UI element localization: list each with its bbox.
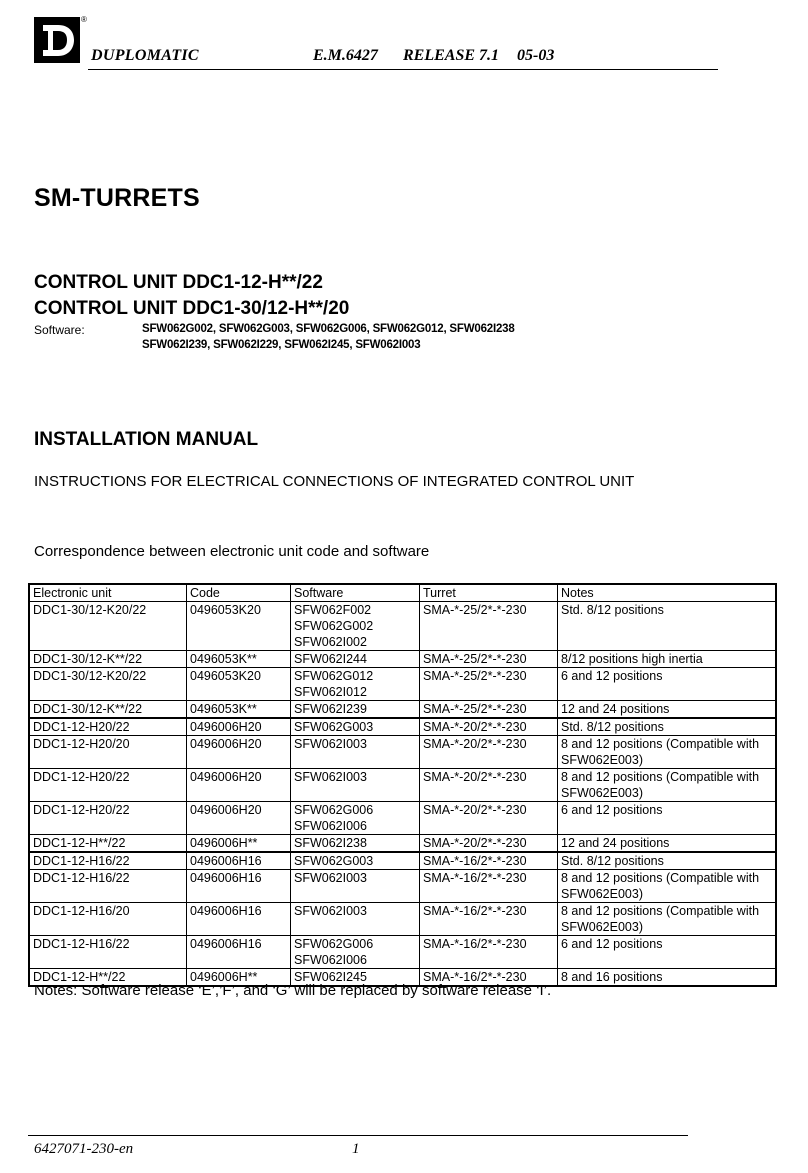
- cell-electronic-unit: DDC1-12-H**/22: [33, 836, 126, 850]
- cell-software: SFW062I245: [290, 969, 419, 985]
- cell-code: 0496006H**: [186, 835, 290, 851]
- cell-software: SFW062I003: [290, 903, 419, 935]
- cell-electronic-unit: DDC1-12-H20/22: [33, 770, 130, 784]
- table-row: [30, 717, 775, 735]
- control-unit-title-1: CONTROL UNIT DDC1-12-H**/22: [34, 272, 323, 293]
- cell-electronic-unit: DDC1-12-H20/22: [33, 803, 130, 817]
- table-row: [30, 834, 775, 851]
- cell-turret: SMA-*-20/2*-*-230: [419, 719, 557, 735]
- cell-code: 0496006H20: [186, 736, 290, 768]
- cell-notes: Std. 8/12 positions: [557, 719, 775, 735]
- cell-software: SFW062I239: [290, 701, 419, 717]
- cell-notes: 12 and 24 positions: [557, 835, 775, 851]
- cell-notes: Std. 8/12 positions: [557, 853, 775, 869]
- cell-software: SFW062I238: [290, 835, 419, 851]
- cell-code: 0496006H16: [186, 936, 290, 968]
- cell-turret: SMA-*-20/2*-*-230: [419, 835, 557, 851]
- cell-notes: 8 and 12 positions (Compatible with SFW062E003): [557, 736, 775, 768]
- cell-notes: 8 and 12 positions (Compatible with SFW062E003): [557, 769, 775, 801]
- table-row: [30, 667, 775, 700]
- cell-software: SFW062G003: [290, 719, 419, 735]
- cell-software: SFW062G006 SFW062I006: [290, 936, 419, 968]
- cell-electronic-unit: DDC1-30/12-K20/22: [33, 669, 147, 683]
- header-notes: Notes: [557, 585, 775, 601]
- cell-code: 0496053K20: [186, 668, 290, 700]
- table-row: [30, 768, 775, 801]
- cell-notes: 6 and 12 positions: [557, 936, 775, 968]
- cell-electronic-unit: DDC1-12-H20/20: [33, 737, 130, 751]
- cell-software: SFW062I244: [290, 651, 419, 667]
- cell-electronic-unit: DDC1-12-H20/22: [33, 720, 130, 734]
- table-row: [30, 801, 775, 834]
- cell-code: 0496006H16: [186, 853, 290, 869]
- header-turret: Turret: [419, 585, 557, 601]
- table-row: [30, 869, 775, 902]
- cell-code: 0496053K20: [186, 602, 290, 650]
- cell-electronic-unit: DDC1-30/12-K**/22: [33, 652, 143, 666]
- cell-notes: 8 and 12 positions (Compatible with SFW062E003): [557, 903, 775, 935]
- cell-code: 0496053K**: [186, 651, 290, 667]
- cell-code: 0496006H20: [186, 769, 290, 801]
- header-electronic-unit: Electronic unit: [33, 586, 112, 600]
- software-list-line-1: SFW062G002, SFW062G003, SFW062G006, SFW062G012, SFW062I238: [142, 323, 515, 335]
- table-row: [30, 700, 775, 717]
- header-software: Software: [290, 585, 419, 601]
- cell-software: SFW062G003: [290, 853, 419, 869]
- software-list-line-2: SFW062I239, SFW062I229, SFW062I245, SFW062I003: [142, 339, 421, 351]
- cell-notes: 12 and 24 positions: [557, 701, 775, 717]
- table-caption: Correspondence between electronic unit code and software: [34, 543, 430, 560]
- cell-electronic-unit: DDC1-12-H16/22: [33, 871, 130, 885]
- footer-rule: [28, 1135, 688, 1136]
- header-date: 05-03: [517, 47, 555, 64]
- table-note: Notes: Software release ‘E’,’F’, and ‘G’ will be replaced by software release ‘I’.: [34, 982, 552, 999]
- header-brand: DUPLOMATIC: [91, 47, 199, 64]
- section-title: INSTALLATION MANUAL: [34, 429, 259, 450]
- cell-electronic-unit: DDC1-12-H16/22: [33, 937, 130, 951]
- document-title: SM-TURRETS: [34, 184, 200, 212]
- cell-software: SFW062G006 SFW062I006: [290, 802, 419, 834]
- cell-turret: SMA-*-20/2*-*-230: [419, 769, 557, 801]
- cell-turret: SMA-*-20/2*-*-230: [419, 736, 557, 768]
- cell-turret: SMA-*-25/2*-*-230: [419, 651, 557, 667]
- header-doc-ref: E.M.6427: [313, 47, 378, 64]
- cell-turret: SMA-*-16/2*-*-230: [419, 936, 557, 968]
- section-subtitle: INSTRUCTIONS FOR ELECTRICAL CONNECTIONS OF INTEGRATED CONTROL UNIT: [34, 473, 635, 490]
- page-number: 1: [352, 1141, 360, 1157]
- table-row: [30, 650, 775, 667]
- cell-software: SFW062I003: [290, 769, 419, 801]
- cell-turret: SMA-*-16/2*-*-230: [419, 969, 557, 985]
- cell-electronic-unit: DDC1-30/12-K20/22: [33, 603, 147, 617]
- cell-electronic-unit: DDC1-30/12-K**/22: [33, 702, 143, 716]
- cell-turret: SMA-*-25/2*-*-230: [419, 701, 557, 717]
- cell-turret: SMA-*-20/2*-*-230: [419, 802, 557, 834]
- cell-turret: SMA-*-16/2*-*-230: [419, 870, 557, 902]
- cell-code: 0496006H16: [186, 903, 290, 935]
- cell-notes: 8/12 positions high inertia: [557, 651, 775, 667]
- cell-turret: SMA-*-16/2*-*-230: [419, 853, 557, 869]
- table-row: [30, 735, 775, 768]
- table-row: [30, 935, 775, 968]
- header-release: RELEASE 7.1: [403, 47, 500, 64]
- cell-code: 0496053K**: [186, 701, 290, 717]
- correspondence-table: [28, 583, 777, 987]
- cell-code: 0496006H16: [186, 870, 290, 902]
- cell-notes: 6 and 12 positions: [557, 668, 775, 700]
- cell-code: 0496006H20: [186, 719, 290, 735]
- table-row: [30, 602, 775, 650]
- table-row: [30, 851, 775, 869]
- cell-turret: SMA-*-25/2*-*-230: [419, 602, 557, 650]
- cell-notes: Std. 8/12 positions: [557, 602, 775, 650]
- software-label: Software:: [34, 323, 85, 337]
- cell-software: SFW062F002 SFW062G002 SFW062I002: [290, 602, 419, 650]
- cell-software: SFW062I003: [290, 736, 419, 768]
- cell-software: SFW062I003: [290, 870, 419, 902]
- cell-notes: 6 and 12 positions: [557, 802, 775, 834]
- table-row: [30, 902, 775, 935]
- cell-code: 0496006H**: [186, 969, 290, 985]
- cell-code: 0496006H20: [186, 802, 290, 834]
- table-header-row: [30, 585, 775, 602]
- cell-electronic-unit: DDC1-12-H16/20: [33, 904, 130, 918]
- registered-mark: ®: [81, 15, 87, 24]
- cell-notes: 8 and 12 positions (Compatible with SFW062E003): [557, 870, 775, 902]
- control-unit-title-2: CONTROL UNIT DDC1-30/12-H**/20: [34, 298, 350, 319]
- cell-turret: SMA-*-16/2*-*-230: [419, 903, 557, 935]
- cell-electronic-unit: DDC1-12-H16/22: [33, 854, 130, 868]
- cell-electronic-unit: DDC1-12-H**/22: [33, 970, 126, 984]
- cell-turret: SMA-*-25/2*-*-230: [419, 668, 557, 700]
- header-rule: [88, 69, 718, 70]
- header-code: Code: [186, 585, 290, 601]
- duplomatic-logo: [34, 17, 80, 63]
- cell-notes: 8 and 16 positions: [557, 969, 775, 985]
- cell-software: SFW062G012 SFW062I012: [290, 668, 419, 700]
- footer-doc-code: 6427071-230-en: [34, 1141, 134, 1157]
